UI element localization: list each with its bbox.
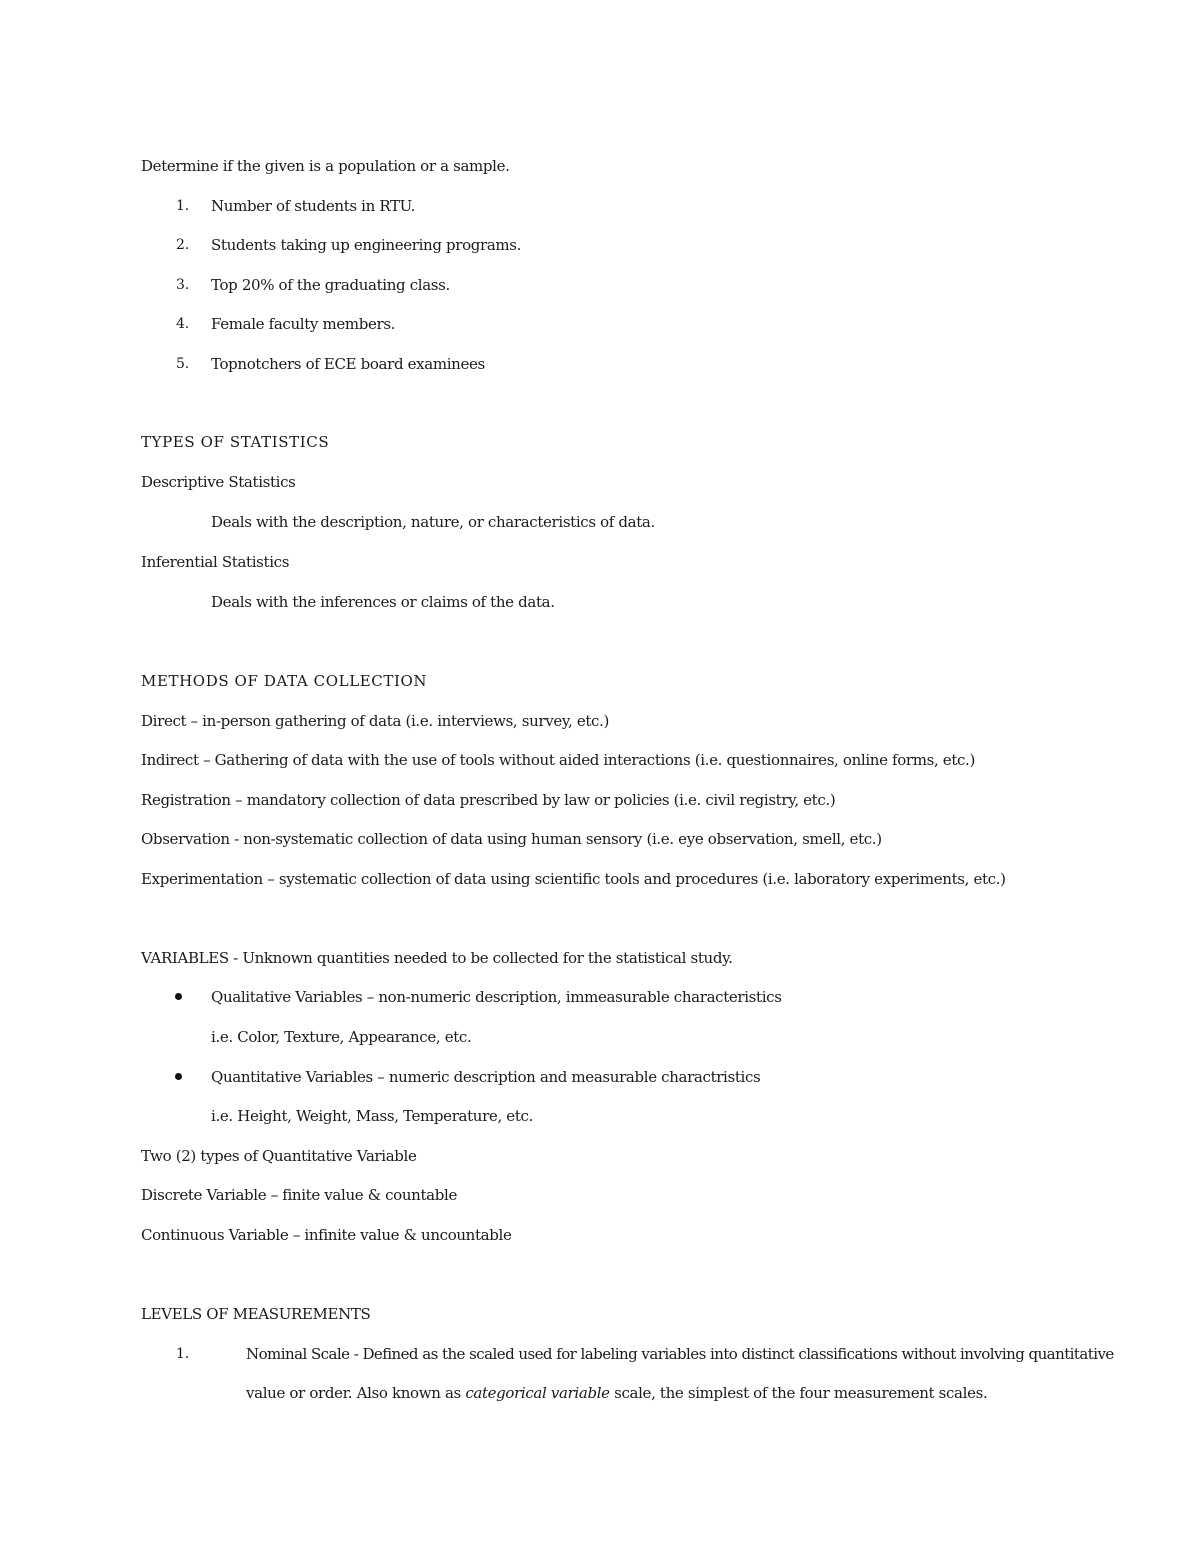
qualitative-variables: Qualitative Variables – non-numeric description, immeasurable characteristics [211,988,782,1006]
nominal-scale-line1: Nominal Scale - Defined as the scaled used for labeling variables into distinct classifications without involving quantitative [246,1345,1114,1363]
nominal-scale-line2 [246,1383,987,1403]
question-text: Number of students in RTU. [211,197,415,215]
continuous-variable: Continuous Variable – infinite value & uncountable [141,1226,512,1244]
bullet-icon [175,1073,182,1080]
categorical-variable-term: categorical variable [465,1384,610,1402]
question-number: 1. [176,198,189,214]
method-item: Direct – in-person gathering of data (i.e. interviews, survey, etc.) [141,712,610,730]
qualitative-examples: i.e. Color, Texture, Appearance, etc. [211,1028,472,1046]
question-text: Top 20% of the graduating class. [211,276,450,294]
method-item: Registration – mandatory collection of data prescribed by law or policies (i.e. civil registry, etc.) [141,791,836,809]
descriptive-definition: Deals with the description, nature, or characteristics of data. [211,513,655,531]
nominal-scale-text-end: scale, the simplest of the four measurement scales. [609,1384,988,1402]
inferential-definition: Deals with the inferences or claims of the data. [211,593,555,611]
descriptive-title: Descriptive Statistics [141,473,296,491]
quantitative-types-heading: Two (2) types of Quantitative Variable [141,1147,417,1165]
bullet-icon [175,993,182,1000]
variables-heading: VARIABLES - Unknown quantities needed to be collected for the statistical study. [141,949,733,967]
quantitative-variables: Quantitative Variables – numeric description and measurable charactristics [211,1068,761,1086]
question-number: 4. [176,316,189,332]
inferential-title: Inferential Statistics [141,553,290,571]
method-item: Indirect – Gathering of data with the use of tools without aided interactions (i.e. questionnaires, online forms, etc.) [141,751,975,769]
question-text: Topnotchers of ECE board examinees [211,355,485,373]
quantitative-examples: i.e. Height, Weight, Mass, Temperature, etc. [211,1107,533,1125]
question-number: 2. [176,237,189,253]
discrete-variable: Discrete Variable – finite value & countable [141,1186,457,1204]
level-number: 1. [176,1346,189,1362]
nominal-scale-text: value or order. Also known as [246,1384,466,1402]
question-text: Female faculty members. [211,315,396,333]
types-heading: TYPES OF STATISTICS [141,433,330,451]
method-item: Experimentation – systematic collection of data using scientific tools and procedures (i.e. laboratory experiments, etc.) [141,870,1006,888]
question-text: Students taking up engineering programs. [211,236,522,254]
method-item: Observation - non-systematic collection of data using human sensory (i.e. eye observation, smell, etc.) [141,830,882,848]
intro-instruction: Determine if the given is a population or a sample. [141,157,510,175]
methods-heading: METHODS OF DATA COLLECTION [141,672,428,690]
question-number: 3. [176,277,189,293]
question-number: 5. [176,356,189,372]
levels-heading: LEVELS OF MEASUREMENTS [141,1305,371,1323]
